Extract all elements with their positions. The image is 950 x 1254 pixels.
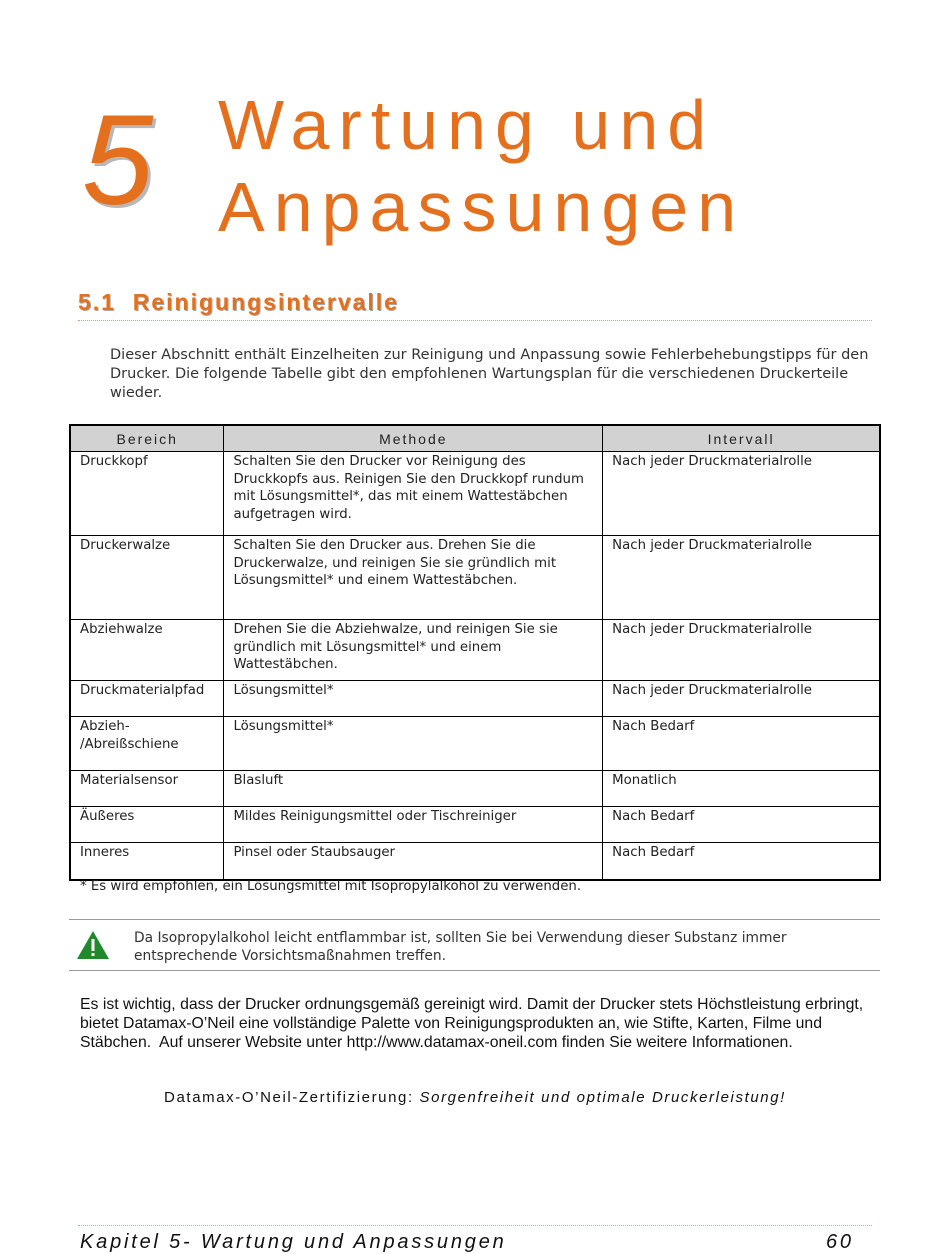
chapter-number: 5 bbox=[82, 89, 154, 232]
footer-chapter-label: Kapitel 5- Wartung und Anpassungen bbox=[80, 1231, 507, 1253]
footer-page-number: 60 bbox=[826, 1231, 854, 1253]
certification-slogan: Sorgenfreiheit und optimale Druckerleistung! bbox=[419, 1089, 786, 1106]
table-row bbox=[70, 771, 880, 807]
cell-intervall: Nach jeder Druckmaterialrolle bbox=[603, 536, 880, 620]
table-row bbox=[70, 807, 880, 843]
cell-bereich: Inneres bbox=[70, 843, 224, 880]
cell-intervall: Nach jeder Druckmaterialrolle bbox=[603, 681, 880, 717]
cell-intervall: Nach jeder Druckmaterialrolle bbox=[603, 620, 880, 681]
cleaning-products-paragraph: Es ist wichtig, dass der Drucker ordnungsgemäß gereinigt wird. Damit der Drucker stets Höchstleistung erbringt, bietet Datamax-O’Neil eine vollständige Palette von Reinigungsprodukten an, wie Stifte, Karten, Filme und Stäbchen. Auf unserer Website unter http://www.datamax-oneil.com finden Sie weitere Informationen. bbox=[80, 996, 868, 1051]
cell-bereich: Materialsensor bbox=[70, 771, 224, 807]
table-row bbox=[70, 536, 880, 620]
cell-bereich: Druckerwalze bbox=[70, 536, 224, 620]
warning-text: Da Isopropylalkohol leicht entflammbar ist, sollten Sie bei Verwendung dieser Substanz immer entsprechende Vorsichtsmaßnahmen treffen. bbox=[134, 930, 787, 964]
cell-methode: Schalten Sie den Drucker vor Reinigung des Druckkopfs aus. Reinigen Sie den Druckkopf rundum mit Lösungsmittel*, das mit einem Wattestäbchen aufgetragen wird. bbox=[224, 452, 603, 536]
cell-bereich: Druckkopf bbox=[70, 452, 224, 536]
cell-intervall: Nach Bedarf bbox=[603, 807, 880, 843]
table-row bbox=[70, 452, 880, 536]
certification-label: Datamax-O’Neil-Zertifizierung: bbox=[164, 1089, 420, 1106]
chapter-title bbox=[218, 84, 745, 248]
cell-methode: Drehen Sie die Abziehwalze, und reinigen Sie sie gründlich mit Lösungsmittel* und einem Wattestäbchen. bbox=[224, 620, 603, 681]
cell-methode: Lösungsmittel* bbox=[224, 717, 603, 771]
table-row bbox=[70, 620, 880, 681]
warning-triangle-icon bbox=[76, 930, 110, 964]
cell-intervall: Nach Bedarf bbox=[603, 717, 880, 771]
chapter-title-line2: Anpassungen bbox=[218, 168, 746, 246]
table-footnote: * Es wird empfohlen, ein Lösungsmittel mit Isopropylalkohol zu verwenden. bbox=[80, 879, 582, 894]
header-bereich: Bereich bbox=[70, 425, 224, 452]
cell-methode: Mildes Reinigungsmittel oder Tischreiniger bbox=[224, 807, 603, 843]
cell-intervall: Nach jeder Druckmaterialrolle bbox=[603, 452, 880, 536]
table-row bbox=[70, 843, 880, 880]
section-title: 5.1 Reinigungsintervalle bbox=[78, 289, 399, 315]
cell-bereich: Druckmaterialpfad bbox=[70, 681, 224, 717]
cell-methode: Pinsel oder Staubsauger bbox=[224, 843, 603, 880]
warning-bottom-rule bbox=[69, 970, 880, 971]
chapter-title-line1: Wartung und bbox=[218, 86, 716, 164]
table-header-row bbox=[70, 425, 880, 452]
certification-line bbox=[0, 1089, 950, 1106]
cell-methode: Blasluft bbox=[224, 771, 603, 807]
footer-divider bbox=[78, 1225, 872, 1226]
section-intro: Dieser Abschnitt enthält Einzelheiten zur Reinigung und Anpassung sowie Fehlerbehebungstipps für den Drucker. Die folgende Tabelle gibt den empfohlenen Wartungsplan für die verschiedenen Druckerteile wieder. bbox=[110, 347, 869, 401]
table-row bbox=[70, 717, 880, 771]
cell-bereich: Abzieh- /Abreißschiene bbox=[70, 717, 224, 771]
maintenance-table bbox=[69, 424, 881, 881]
cell-intervall: Nach Bedarf bbox=[603, 843, 880, 880]
header-methode: Methode bbox=[224, 425, 603, 452]
header-intervall: Intervall bbox=[603, 425, 880, 452]
cell-bereich: Äußeres bbox=[70, 807, 224, 843]
section-divider bbox=[78, 320, 872, 321]
cell-bereich: Abziehwalze bbox=[70, 620, 224, 681]
table-row bbox=[70, 681, 880, 717]
cell-methode: Schalten Sie den Drucker aus. Drehen Sie die Druckerwalze, und reinigen Sie sie gründlich mit Lösungsmittel* und einem Wattestäbchen. bbox=[224, 536, 603, 620]
cell-intervall: Monatlich bbox=[603, 771, 880, 807]
cell-methode: Lösungsmittel* bbox=[224, 681, 603, 717]
warning-top-rule bbox=[69, 919, 880, 920]
